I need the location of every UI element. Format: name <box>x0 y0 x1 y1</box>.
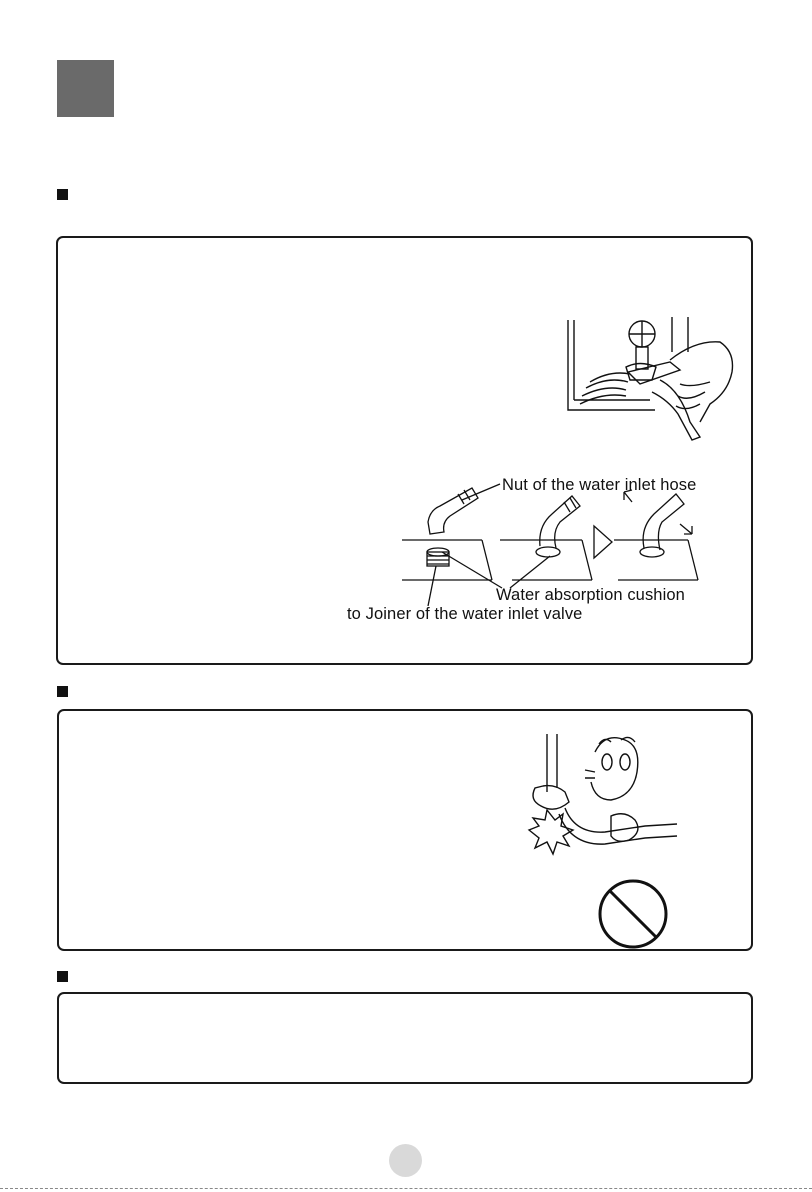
prohibition-icon <box>596 877 670 951</box>
joiner-label: to Joiner of the water inlet valve <box>347 605 583 623</box>
section-bullet-1 <box>57 189 68 200</box>
bent-hose-character-illustration <box>525 722 690 872</box>
panel-note <box>57 992 753 1084</box>
section-marker-block <box>57 60 114 117</box>
pliers-valve-illustration <box>560 312 740 447</box>
nut-label: Nut of the water inlet hose <box>502 476 697 494</box>
cushion-label: Water absorption cushion <box>496 586 685 604</box>
bottom-rule <box>0 1188 812 1189</box>
section-bullet-2 <box>57 686 68 697</box>
page-number-circle <box>389 1144 422 1177</box>
section-bullet-3 <box>57 971 68 982</box>
